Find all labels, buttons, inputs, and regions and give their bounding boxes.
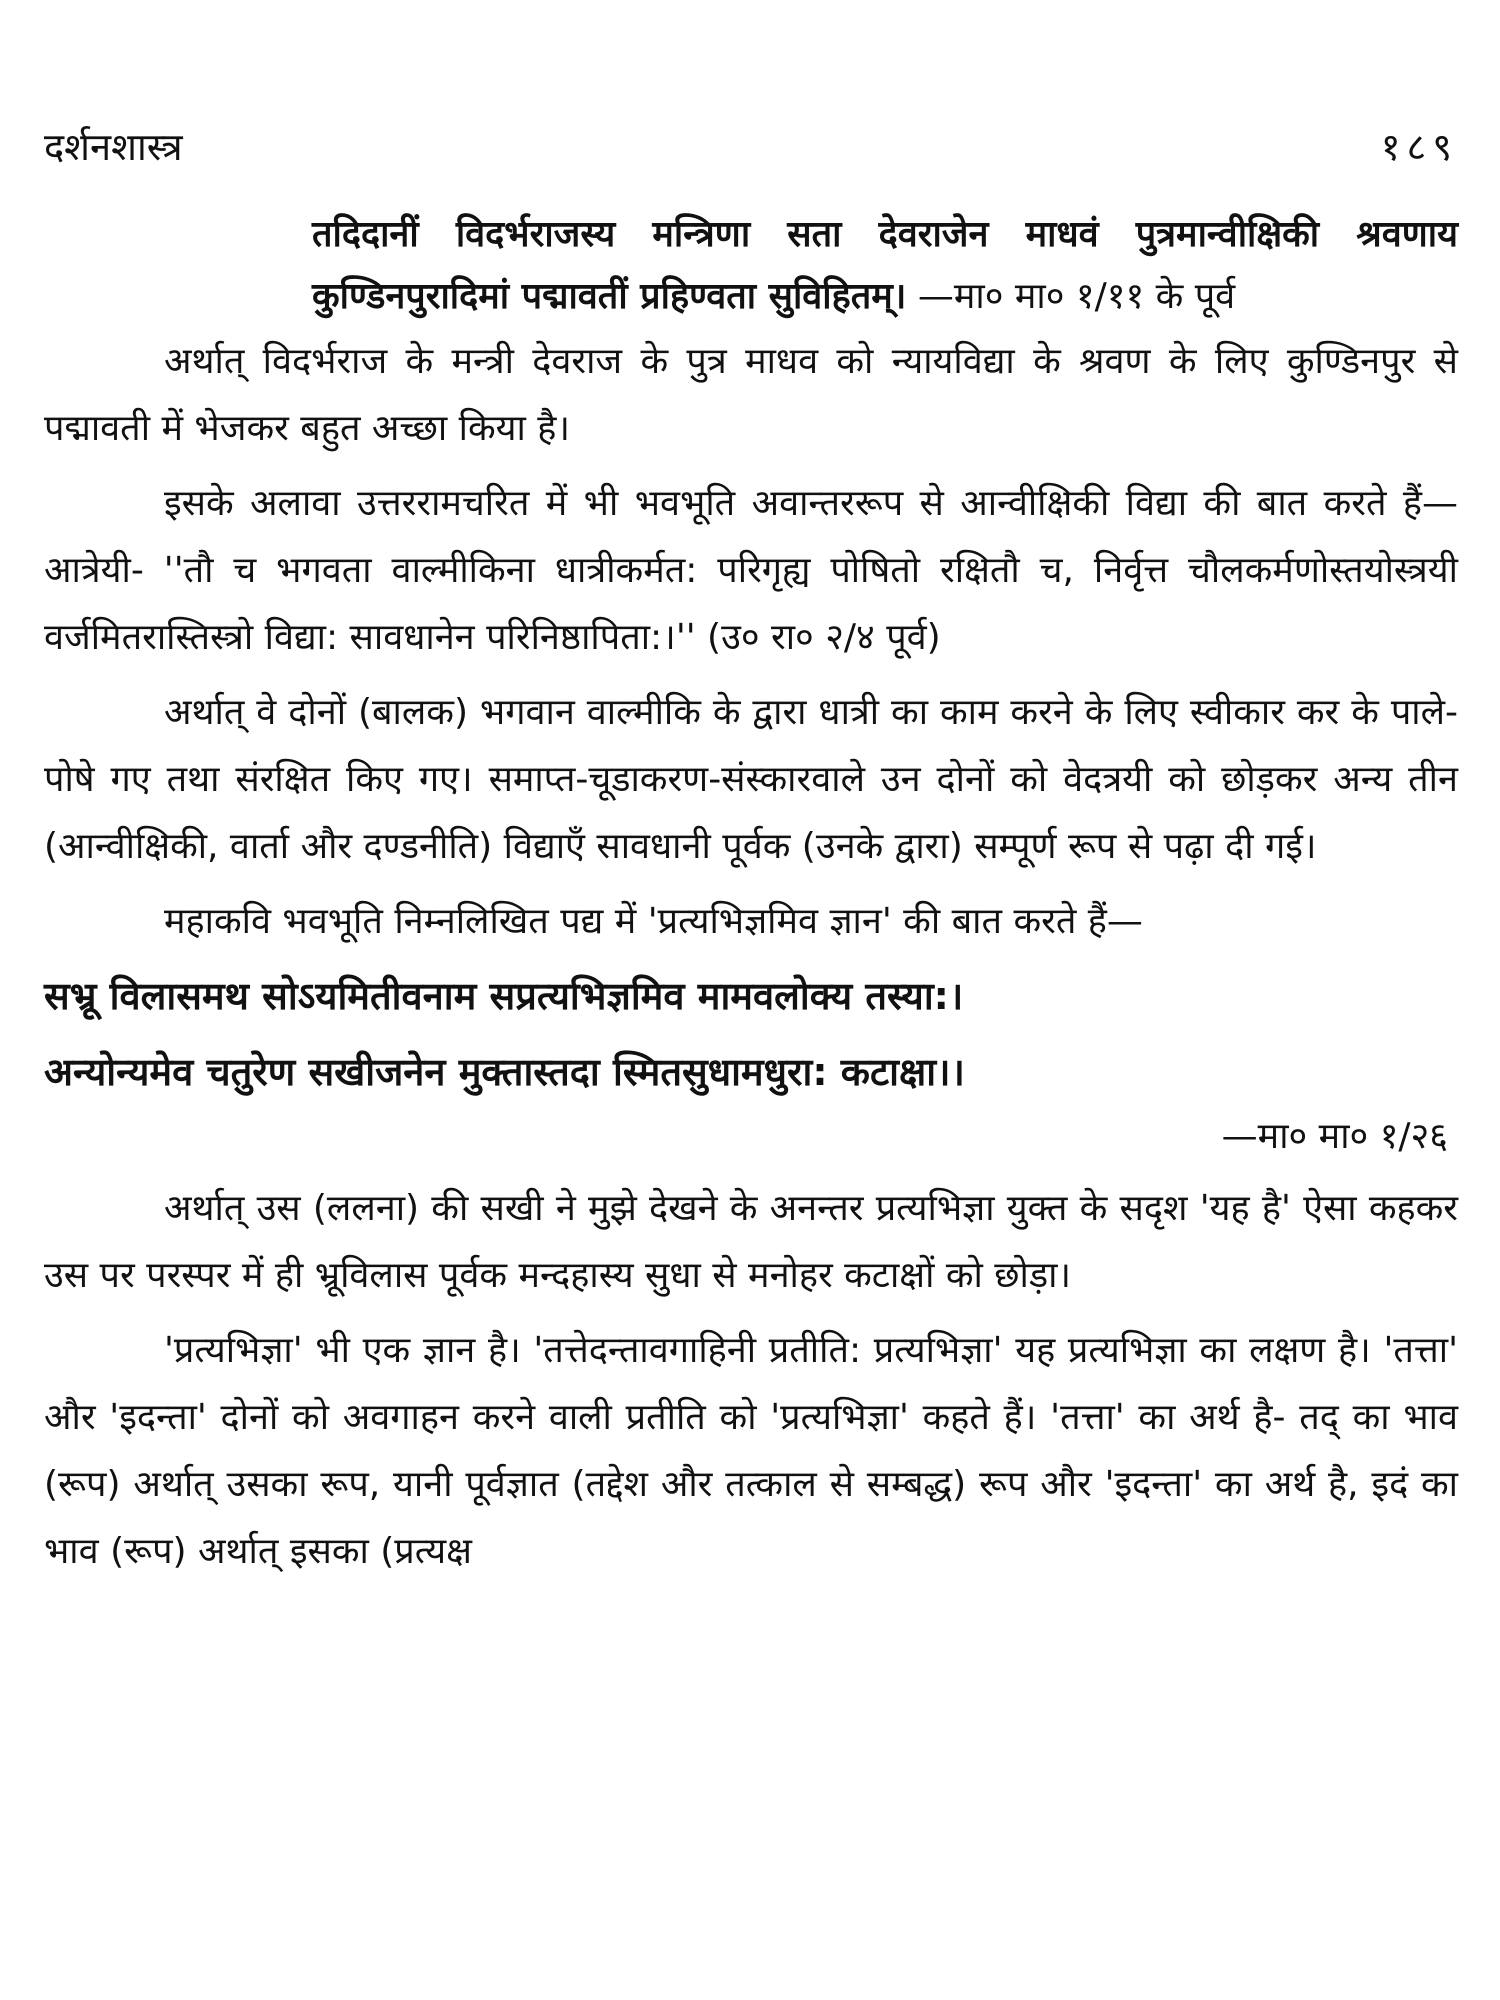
page-header [44,120,1458,192]
verse-line-1: सभ्रू विलासमथ सोऽयमितीवनाम सप्रत्यभिज्ञमिव मामवलोक्य तस्या:। [44,974,964,1018]
verse-line-2: अन्योन्यमेव चतुरेण सखीजनेन मुक्तास्तदा स्मितसुधामधुरा: कटाक्षा।। [44,1050,965,1094]
verse-reference: —मा० मा० १/२६ [1221,1116,1448,1157]
sanskrit-quote [312,204,1458,328]
paragraph-5: अर्थात् उस (ललना) की सखी ने मुझे देखने के अनन्तर प्रत्यभिज्ञा युक्त के सदृश 'यह है' ऐसा कहकर उस पर परस्पर में ही भ्रूविलास पूर्वक मन्दहास्य सुधा से मनोहर कटाक्षों को छोड़ा। [44,1188,1458,1296]
paragraph-1: अर्थात् विदर्भराज के मन्त्री देवराज के पुत्र माधव को न्यायविद्या के श्रवण के लिए कुण्डिनपुर से पद्मावती में भेजकर बहुत अच्छा किया है। [44,341,1458,449]
paragraph-3: अर्थात् वे दोनों (बालक) भगवान वाल्मीकि के द्वारा धात्री का काम करने के लिए स्वीकार कर के पाले-पोषे गए तथा संरक्षित किए गए। समाप्त-चूडाकरण-संस्कारवाले उन दोनों को वेदत्रयी को छोड़कर अन्य तीन (आन्वीक्षिकी, वार्ता और दण्डनीति) विद्याएँ सावधानी पूर्वक (उनके द्वारा) सम्पूर्ण रूप से पढ़ा दी गई। [44,692,1458,867]
paragraph-4: महाकवि भवभूति निम्नलिखित पद्य में 'प्रत्यभिज्ञमिव ज्ञान' की बात करते हैं— [164,901,1143,942]
sanskrit-quote-reference: —मा० मा० १/११ के पूर्व [906,276,1236,317]
paragraph-6: 'प्रत्यभिज्ञा' भी एक ज्ञान है। 'तत्तेदन्तावगाहिनी प्रतीति: प्रत्यभिज्ञा' यह प्रत्यभिज्ञा का लक्षण है। 'तत्ता' और 'इदन्ता' दोनों को अवगाहन करने वाली प्रतीति को 'प्रत्यभिज्ञा' कहते हैं। 'तत्ता' का अर्थ है- तद् का भाव (रूप) अर्थात् उसका रूप, यानी पूर्वज्ञात (तद्देश और तत्काल से सम्बद्ध) रूप और 'इदन्ता' का अर्थ है, इदं का भाव (रूप) अर्थात् इसका (प्रत्यक्ष [44,1330,1458,1572]
verse-block [44,961,1458,1167]
sanskrit-quote-text: तदिदानीं विदर्भराजस्य मन्त्रिणा सता देवराजेन माधवं पुत्रमान्वीक्षिकी श्रवणाय कुण्डिनपुरादिमां पद्मावतीं प्रहिण्वता सुविहितम्। [312,214,1458,317]
page-number: १८९ [1380,125,1458,169]
running-title: दर्शनशास्त्र [44,125,183,169]
document-page [44,120,1458,1585]
paragraph-2: इसके अलावा उत्तररामचरित में भी भवभूति अवान्तररूप से आन्वीक्षिकी विद्या की बात करते हैं— आत्रेयी- ''तौ च भगवता वाल्मीकिना धात्रीकर्मत: परिगृह्य पोषितो रक्षितौ च, निर्वृत्त चौलकर्मणोस्तयोस्त्रयी वर्जमितरास्तिस्त्रो विद्या: सावधानेन परिनिष्ठापिता:।'' (उ० रा० २/४ पूर्व) [44,483,1458,658]
